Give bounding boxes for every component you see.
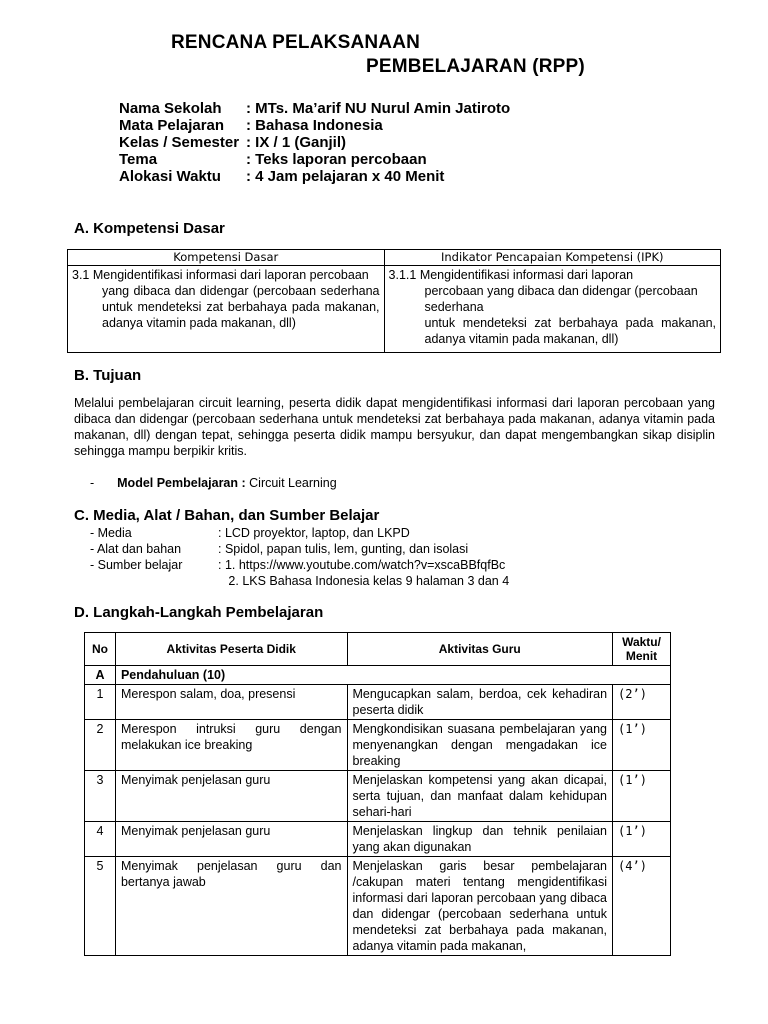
- row-number: 3: [85, 771, 116, 822]
- row-number: 4: [85, 822, 116, 857]
- media-item-value: : 1. https://www.youtube.com/watch?v=xscaBBfqfBc: [218, 558, 506, 572]
- time-header-line-1: Waktu/: [622, 635, 661, 649]
- objective-paragraph: Melalui pembelajaran circuit learning, peserta didik dapat mengidentifikasi informasi dari laporan percobaan yang dibaca dan didengar (percobaan sederhana untuk mendeteksi zat berbahaya pada makanan, adanya vitamin pada makanan, dll) dengan tepat, sehingga peserta didik mampu bersyukur, dan dapat mengembangkan sikap disiplin sehingga mampu berpikir kritis.: [74, 396, 715, 458]
- teacher-activity: Menjelaskan lingkup dan tehnik penilaian yang akan digunakan: [347, 822, 613, 857]
- phase-label: Pendahuluan (10): [115, 666, 670, 685]
- table-row: [85, 857, 671, 956]
- time-value: (4’): [613, 857, 671, 956]
- student-activity: Merespon salam, doa, presensi: [115, 685, 347, 720]
- section-b-heading: B. Tujuan: [74, 367, 142, 384]
- identity-label: Kelas / Semester: [119, 134, 240, 151]
- table-row: [85, 685, 671, 720]
- kd-number: 3.1: [72, 268, 90, 282]
- media-item: [90, 573, 509, 589]
- model-value: Circuit Learning: [249, 476, 337, 490]
- kd-column-header: Kompetensi Dasar: [68, 250, 385, 266]
- identity-row-time: [119, 168, 510, 185]
- competency-table: [67, 249, 721, 353]
- media-item-label: - Alat dan bahan: [90, 542, 182, 556]
- table-row: [85, 822, 671, 857]
- section-d-heading: D. Langkah-Langkah Pembelajaran: [74, 604, 324, 621]
- kd-cell: [68, 266, 385, 353]
- media-item: [90, 541, 509, 557]
- identity-label: Alokasi Waktu: [119, 168, 221, 185]
- student-activity: Menyimak penjelasan guru dan bertanya jawab: [115, 857, 347, 956]
- media-item: [90, 557, 509, 573]
- time-value: (1’): [613, 720, 671, 771]
- media-list: [90, 525, 509, 589]
- media-item-label: - Media: [90, 526, 132, 540]
- identity-value: : 4 Jam pelajaran x 40 Menit: [246, 168, 445, 185]
- media-item: [90, 525, 509, 541]
- media-item-value: : Spidol, papan tulis, lem, gunting, dan isolasi: [218, 542, 469, 556]
- phase-code: A: [85, 666, 116, 685]
- media-item-label: [90, 573, 218, 589]
- teacher-activity: Menjelaskan kompetensi yang akan dicapai, serta tujuan, dan manfaat dalam kehidupan sehari-hari: [347, 771, 613, 822]
- student-column-header: Aktivitas Peserta Didik: [115, 633, 347, 666]
- competency-row: [68, 266, 721, 353]
- ipk-text-rest: untuk mendeteksi zat berbahaya pada makanan, adanya vitamin pada makanan, dll): [424, 316, 716, 346]
- teacher-column-header: Aktivitas Guru: [347, 633, 613, 666]
- media-item-label: - Sumber belajar: [90, 558, 183, 572]
- table-row: [85, 720, 671, 771]
- teacher-activity: Menjelaskan garis besar pembelajaran /cakupan materi tentang mengidentifikasi informasi dari laporan percobaan yang dibaca dan didengar (percobaan sederhana untuk mendeteksi zat berbahaya pada makanan, adanya vitamin pada makanan,: [347, 857, 613, 956]
- time-value: (2’): [613, 685, 671, 720]
- steps-table-header: [85, 633, 671, 666]
- ipk-number: 3.1.1: [388, 268, 417, 282]
- section-c-heading: C. Media, Alat / Bahan, dan Sumber Belajar: [74, 507, 380, 524]
- time-header-line-2: Menit: [625, 649, 658, 663]
- identity-label: Nama Sekolah: [119, 100, 222, 117]
- time-value: (1’): [613, 771, 671, 822]
- identity-row-subject: [119, 117, 510, 134]
- ipk-text-second: percobaan yang dibaca dan didengar (percobaan sederhana: [424, 284, 698, 314]
- identity-value: : Bahasa Indonesia: [246, 117, 383, 134]
- row-number: 1: [85, 685, 116, 720]
- identity-row-class: [119, 134, 510, 151]
- teacher-activity: Mengkondisikan suasana pembelajaran yang menyenangkan dengan mengadakan ice breaking: [347, 720, 613, 771]
- model-label: Model Pembelajaran :: [117, 476, 246, 490]
- ipk-column-header: Indikator Pencapaian Kompetensi (IPK): [384, 250, 720, 266]
- time-column-header: [613, 633, 671, 666]
- model-bullet: -: [90, 476, 95, 490]
- student-activity: Merespon intruksi guru dengan melakukan ice breaking: [115, 720, 347, 771]
- media-item-value: 2. LKS Bahasa Indonesia kelas 9 halaman 3 dan 4: [218, 574, 510, 588]
- student-activity: Menyimak penjelasan guru: [115, 822, 347, 857]
- media-item-value: : LCD proyektor, laptop, dan LKPD: [218, 526, 410, 540]
- identity-value: : Teks laporan percobaan: [246, 151, 427, 168]
- student-activity: Menyimak penjelasan guru: [115, 771, 347, 822]
- title-line-1: RENCANA PELAKSANAAN: [171, 32, 421, 53]
- identity-label: Tema: [119, 151, 158, 168]
- table-row: [85, 771, 671, 822]
- ipk-cell: [384, 266, 720, 353]
- identity-value: : IX / 1 (Ganjil): [246, 134, 347, 151]
- identity-value: : MTs. Ma’arif NU Nurul Amin Jatiroto: [246, 100, 511, 117]
- row-number: 2: [85, 720, 116, 771]
- kd-text-first: Mengidentifikasi informasi dari laporan percobaan: [92, 268, 369, 282]
- time-value: (1’): [613, 822, 671, 857]
- ipk-text-first: Mengidentifikasi informasi dari laporan: [419, 268, 634, 282]
- identity-row-theme: [119, 151, 510, 168]
- identity-row-school: [119, 100, 510, 117]
- teacher-activity: Mengucapkan salam, berdoa, cek kehadiran peserta didik: [347, 685, 613, 720]
- steps-table: [84, 632, 671, 956]
- kd-text-rest: yang dibaca dan didengar (percobaan sederhana untuk mendeteksi zat berbahaya pada makanan, adanya vitamin pada makanan, dll): [102, 284, 380, 330]
- no-column-header: No: [85, 633, 116, 666]
- identity-label: Mata Pelajaran: [119, 117, 225, 134]
- learning-model: [90, 476, 337, 490]
- section-a-heading: A. Kompetensi Dasar: [74, 220, 225, 237]
- phase-row: [85, 666, 671, 685]
- competency-table-header: [68, 250, 721, 266]
- row-number: 5: [85, 857, 116, 956]
- identity-block: [119, 100, 510, 185]
- title-line-2: PEMBELAJARAN (RPP): [366, 56, 585, 77]
